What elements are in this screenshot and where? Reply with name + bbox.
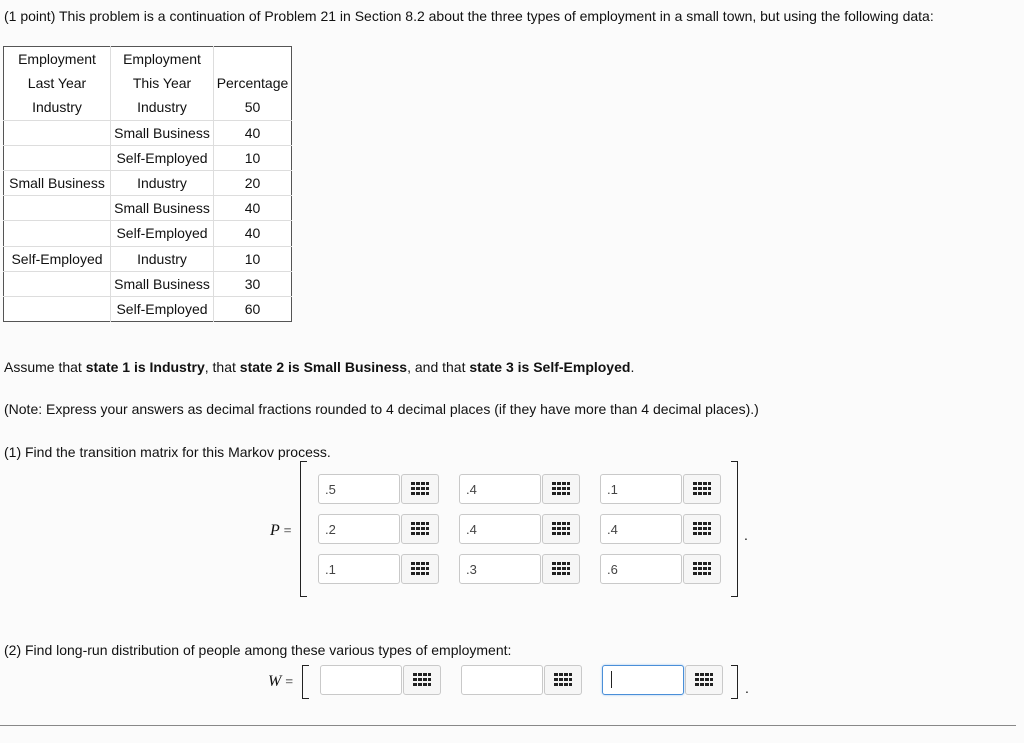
- table-cell: Self-Employed: [111, 296, 214, 321]
- state-3-definition: state 3 is Self-Employed: [469, 359, 631, 375]
- table-cell: 40: [214, 221, 292, 246]
- matrix-cell-3-3-grid-button[interactable]: [683, 554, 721, 584]
- table-row: [4, 170, 292, 195]
- matrix-left-bracket: [300, 461, 307, 597]
- table-row: [4, 95, 292, 120]
- table-row: [4, 246, 292, 271]
- matrix-cell-2-3[interactable]: [600, 514, 682, 544]
- matrix-cell-3-2-grid-button[interactable]: [542, 554, 580, 584]
- table-cell: Industry: [4, 95, 111, 120]
- table-cell: Industry: [111, 95, 214, 120]
- grid-icon: [411, 562, 429, 576]
- matrix-cell-1-3[interactable]: [600, 474, 682, 504]
- table-header-row: [4, 71, 292, 95]
- matrix-right-bracket: [731, 461, 738, 597]
- assume-text: Assume that: [4, 359, 86, 375]
- table-header-cell: This Year: [111, 71, 214, 95]
- table-header-cell: Employment: [111, 47, 214, 72]
- table-cell: 20: [214, 170, 292, 195]
- matrix-cell-1-1[interactable]: [318, 474, 400, 504]
- section-divider: [0, 725, 1016, 726]
- table-header-cell: Employment: [4, 47, 111, 72]
- table-cell: [4, 271, 111, 296]
- question-1: (1) Find the transition matrix for this Markov process.: [4, 444, 331, 460]
- table-cell: Self-Employed: [111, 221, 214, 246]
- table-cell: 60: [244, 300, 261, 317]
- matrix-cell-1-2-grid-button[interactable]: [542, 474, 580, 504]
- matrix-cell-2-1-grid-button[interactable]: [401, 514, 439, 544]
- table-row: [4, 145, 292, 170]
- assume-text: , and that: [407, 359, 470, 375]
- vector-right-bracket: [731, 665, 738, 699]
- table-header-cell: Percentage: [216, 75, 289, 92]
- grid-icon: [552, 482, 570, 496]
- matrix-cell-3-3[interactable]: [600, 554, 682, 584]
- grid-icon: [695, 673, 713, 687]
- vector-left-bracket: [302, 665, 309, 699]
- table-row: [4, 296, 292, 321]
- vector-cell-3-wrapper: [602, 665, 684, 695]
- vector-cell-2[interactable]: [461, 665, 543, 695]
- matrix-cell-2-2[interactable]: [459, 514, 541, 544]
- equals-sign: =: [285, 675, 294, 690]
- table-cell: Self-Employed: [4, 246, 111, 271]
- vector-label: [268, 673, 293, 691]
- employment-data-table: [3, 46, 292, 322]
- vector-cell-2-grid-button[interactable]: [544, 665, 582, 695]
- table-cell: [4, 221, 111, 246]
- table-row: [4, 120, 292, 145]
- grid-icon: [552, 562, 570, 576]
- table-cell: Small Business: [111, 120, 214, 145]
- grid-icon: [411, 482, 429, 496]
- table-cell: Small Business: [111, 271, 214, 296]
- matrix-period: .: [744, 527, 748, 543]
- equals-sign: =: [283, 524, 292, 539]
- table-cell: 10: [214, 145, 292, 170]
- grid-icon: [693, 562, 711, 576]
- table-cell: 10: [214, 246, 292, 271]
- matrix-cell-3-1-grid-button[interactable]: [401, 554, 439, 584]
- table-cell: Small Business: [4, 170, 111, 195]
- assume-text: , that: [204, 359, 240, 375]
- matrix-cell-1-2[interactable]: [459, 474, 541, 504]
- vector-symbol: W: [268, 673, 282, 690]
- table-cell: 40: [214, 196, 292, 221]
- grid-icon: [693, 482, 711, 496]
- matrix-cell-2-1[interactable]: [318, 514, 400, 544]
- vector-cell-1-grid-button[interactable]: [403, 665, 441, 695]
- table-cell: [4, 296, 111, 321]
- question-2: (2) Find long-run distribution of people among these various types of employment:: [4, 642, 512, 658]
- vector-period: .: [745, 680, 749, 696]
- rounding-note: (Note: Express your answers as decimal fractions rounded to 4 decimal places (if they have more than 4 decimal places).): [4, 401, 759, 417]
- grid-icon: [693, 522, 711, 536]
- table-header-cell: Last Year: [4, 71, 111, 95]
- table-cell: 50: [214, 95, 292, 120]
- table-header-cell: [214, 47, 292, 72]
- state-1-definition: state 1 is Industry: [85, 359, 205, 375]
- table-cell: 30: [214, 271, 292, 296]
- grid-icon: [552, 522, 570, 536]
- matrix-cell-2-2-grid-button[interactable]: [542, 514, 580, 544]
- table-cell: Small Business: [111, 196, 214, 221]
- matrix-cell-3-1[interactable]: [318, 554, 400, 584]
- grid-icon: [411, 522, 429, 536]
- table-row: [4, 196, 292, 221]
- problem-intro: (1 point) This problem is a continuation of Problem 21 in Section 8.2 about the three types of employment in a small town, but using the following data:: [4, 8, 934, 24]
- vector-cell-3[interactable]: [602, 665, 684, 695]
- table-cell: [4, 196, 111, 221]
- text-caret: [611, 671, 612, 688]
- table-cell: Industry: [111, 170, 214, 195]
- grid-icon: [554, 673, 572, 687]
- matrix-symbol: P: [270, 522, 280, 539]
- matrix-cell-2-3-grid-button[interactable]: [683, 514, 721, 544]
- table-cell: Industry: [111, 246, 214, 271]
- matrix-cell-1-1-grid-button[interactable]: [401, 474, 439, 504]
- matrix-cell-1-3-grid-button[interactable]: [683, 474, 721, 504]
- grid-icon: [413, 673, 431, 687]
- matrix-label: [270, 522, 292, 540]
- table-cell: 40: [214, 120, 292, 145]
- vector-cell-1[interactable]: [320, 665, 402, 695]
- table-row: [4, 271, 292, 296]
- matrix-cell-3-2[interactable]: [459, 554, 541, 584]
- table-header-row: [4, 47, 292, 72]
- table-row: [4, 221, 292, 246]
- assume-text: .: [630, 359, 635, 375]
- table-cell: Self-Employed: [111, 145, 214, 170]
- table-cell: [4, 120, 111, 145]
- table-cell: [4, 145, 111, 170]
- state-2-definition: state 2 is Small Business: [239, 359, 408, 375]
- vector-cell-3-grid-button[interactable]: [685, 665, 723, 695]
- state-assumption: [4, 359, 634, 375]
